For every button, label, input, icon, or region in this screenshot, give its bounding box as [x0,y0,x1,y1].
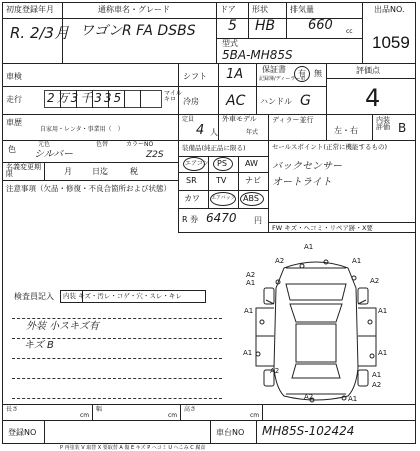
warranty-label: 保証書 [262,65,286,74]
sales-point-label: セールスポイント(正常に機能するもの) [272,143,387,151]
width-unit: cm [168,412,178,419]
inspection-label: 車検 [6,72,22,81]
damage-mark-3: A1 [352,257,362,265]
height-unit: cm [250,412,260,419]
height-label: 高さ [184,406,197,413]
damage-mark-8: A1 [378,307,388,315]
doors-label: ドア [220,5,236,14]
score-value: 4 [365,84,381,112]
displacement-value: 660 [308,18,333,33]
rsum-value: 6470 [206,211,237,225]
damage-mark-10: A1 [378,349,388,357]
damage-mark-15: A1 [348,395,358,403]
dealer-label: ディラー並行 [272,116,314,124]
damage-mark-14: A2 [304,393,314,401]
warranty-have: 有 [298,69,306,78]
inspector-note-1: 外装 小スキズ有 [26,321,99,332]
name-grade-label: 通称車名・グレード [98,5,170,14]
damage-mark-4: A2 [246,271,256,279]
seats-value: 4 [196,123,205,138]
equip-aw: AW [245,159,258,168]
damage-mark-1: A1 [304,243,314,251]
chassis-label: 車台NO [216,428,245,437]
equip-sr: SR [186,176,197,185]
displacement-label: 排気量 [290,5,314,14]
shift-label: シフト [183,72,207,81]
seats-unit: 人 [210,128,218,137]
doors-value: 5 [228,18,237,34]
title-month: 月 [64,167,72,176]
title-day: 日迄 [92,167,108,176]
equip-navi: ナビ [245,176,261,185]
equip-ac: エアコン [185,160,209,167]
car-damage-diagram [222,238,410,418]
first-reg-label: 初度登録年月 [6,5,54,14]
length-unit: cm [80,412,90,419]
equip-tv: TV [216,176,227,185]
history-label: 車歴 [6,118,22,127]
mileage-value: 2万3千335 [47,91,124,105]
reg-no-label: 登録NO [8,428,37,437]
shape-value: HB [255,18,276,34]
color-value: シルバー [34,149,74,160]
damage-mark-9: A1 [243,349,253,357]
displacement-unit: cc [346,28,353,35]
color-num-label: 色替 [96,141,109,148]
ext-model-label: 外車モデル [222,115,257,123]
inspector-note-2: キズ B [24,340,54,351]
damage-mark-2: A2 [275,257,285,265]
damage-mark-11: A2 [270,367,280,375]
ac-label: 冷房 [183,97,199,106]
handle-label: ハンドル [260,97,292,106]
sales-point-line-1: バックセンサー [272,161,342,172]
name-grade-value: ワゴンR FA DSBS [80,23,196,39]
damage-mark-7: A1 [244,307,254,315]
color-label: 色 [8,145,16,154]
equip-airbag: エアバック [211,195,236,201]
equip-abs: ABS [243,194,259,203]
length-label: 長さ [6,406,19,413]
footer-legend: P 再塗装 V 取替 X 要取替 A 傷 E キズ P ヘコミ U へこみ C 腐食 [60,445,206,451]
equip-ps: PS [217,159,227,168]
model-label: 型式 [222,39,238,48]
notes-label: 注意事項（欠品・修復・不良合箇所および状態） [6,184,171,193]
rsum-unit: 円 [254,216,262,225]
inspector-tags: 内装 キズ・汚レ・コゲ・穴・スレ・キレ [63,292,182,300]
condition-bar: FW キズ・ヘコミ・リペア跡・X要 [272,224,373,232]
equip-leather: カワ [184,194,200,203]
damage-mark-5: A1 [246,279,256,287]
color-orig-label: 元色 [38,141,51,148]
interior-label: 内装評価 [376,116,390,131]
lot-label: 出品NO. [374,5,405,14]
chassis-value: MH85S-102424 [262,424,355,438]
color-code: Z2S [146,150,164,160]
score-label: 評価点 [356,66,380,75]
sales-point-line-2: オートライト [272,177,332,188]
model-value: 5BA-MH85S [222,48,293,62]
width-label: 幅 [96,406,103,413]
damage-mark-6: A2 [370,277,380,285]
rsum-label: R 券 [182,215,199,224]
shift-value: 1A [226,67,244,82]
mileage-label: 走行 [6,95,22,104]
title-tax: 税 [130,167,138,176]
handle-value: G [300,93,311,109]
title-change-label: 名義変更期限 [6,163,41,178]
interior-value: B [398,121,407,135]
equipment-label: 装備品(純正品に限る) [182,144,246,152]
ac-value: AC [226,93,246,109]
warranty-none: 無 [314,69,322,78]
first-reg-value: R. 2/3月 [10,24,70,42]
history-sub: 自家用・レンタ・事業用（ ） [40,126,124,133]
ext-model-sub: 年式 [246,129,259,136]
warranty-sub: 記録簿/ディーラー車 [259,76,306,82]
inspector-label: 検査員記入 [14,292,54,301]
lot-value: 1059 [372,33,410,52]
seats-label: 定員 [182,116,195,123]
mileage-unit: マイル キロ [164,90,182,103]
color-code-label: カラーNO [126,141,154,148]
steering-label: 左・右 [334,126,358,135]
damage-mark-12: A1 [372,371,382,379]
shape-label: 形状 [252,5,268,14]
damage-mark-13: A2 [372,381,382,389]
